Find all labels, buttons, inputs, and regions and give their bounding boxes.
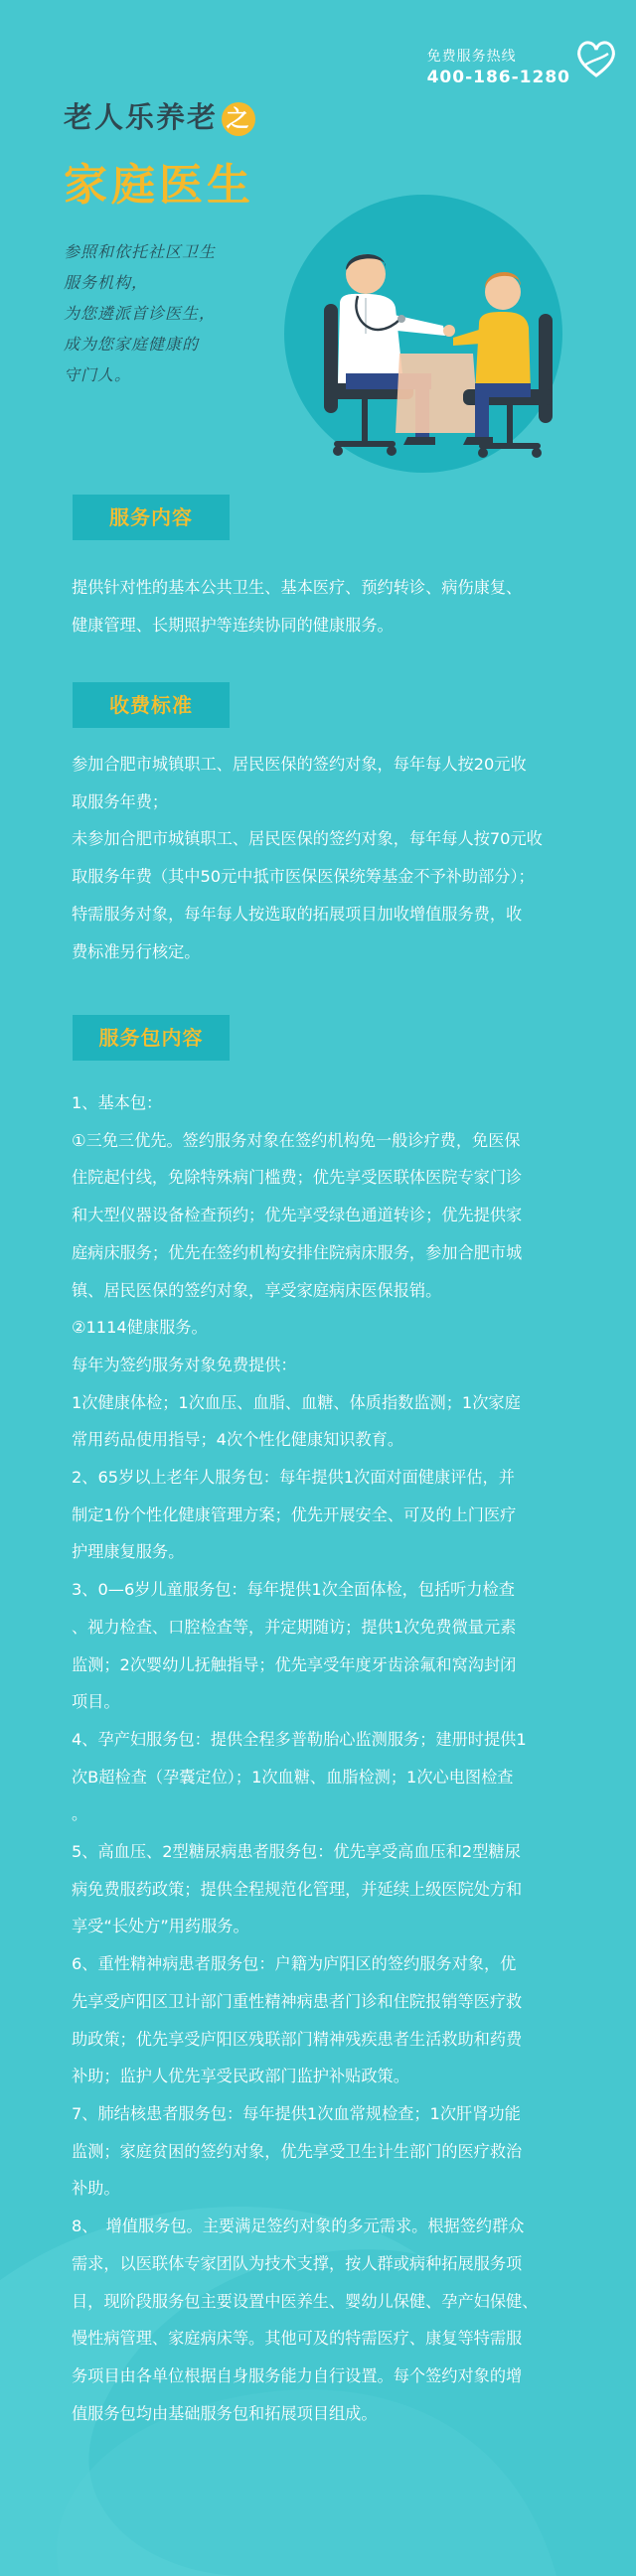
- section-label-packages: 服务包内容: [73, 1015, 230, 1061]
- doctor-patient-illustration: [304, 234, 572, 483]
- text-line: 参加合肥市城镇职工、居民医保的签约对象，每年每人按20元收: [72, 755, 527, 774]
- text-line: 制定1份个性化健康管理方案；优先开展安全、可及的上门医疗: [72, 1504, 517, 1524]
- text-line: 监测；2次婴幼儿抚触指导；优先享受年度牙齿涂氟和窝沟封闭: [72, 1654, 517, 1674]
- text-line: 3、0—6岁儿童服务包：每年提供1次全面体检，包括听力检查: [72, 1580, 515, 1600]
- service-content-text: [72, 569, 580, 644]
- section-label-fees: 收费标准: [73, 682, 230, 728]
- text-line: 8、 增值服务包。主要满足签约对象的多元需求。根据签约群众: [72, 2217, 525, 2236]
- text-line: 护理康复服务。: [72, 1542, 185, 1562]
- text-line: 常用药品使用指导；4次个性化健康知识教育。: [72, 1430, 404, 1450]
- text-line: 特需服务对象，每年每人按选取的拓展项目加收增值服务费，收: [72, 904, 523, 924]
- text-line: 助政策；优先享受庐阳区残联部门精神残疾患者生活救助和药费: [72, 2029, 523, 2049]
- text-line: 提供针对性的基本公共卫生、基本医疗、预约转诊、病伤康复、: [72, 578, 523, 597]
- text-line: 和大型仪器设备检查预约；优先享受绿色通道转诊；优先提供家: [72, 1206, 523, 1225]
- text-line: 健康管理、长期照护等连续协同的健康服务。: [72, 615, 394, 635]
- text-line: 务项目由各单位根据自身服务能力自行设置。每个签约对象的增: [72, 2365, 523, 2385]
- text-line: ①三免三优先。签约服务对象在签约机构免一般诊疗费，免医保: [72, 1130, 521, 1150]
- text-line: 7、肺结核患者服务包：每年提供1次血常规检查；1次肝肾功能: [72, 2103, 521, 2123]
- intro-line: 服务机构，: [64, 273, 149, 292]
- text-line: 5、高血压、2型糖尿病患者服务包：优先享受高血压和2型糖尿: [72, 1842, 521, 1862]
- intro-line: 参照和依托社区卫生: [64, 242, 217, 261]
- text-line: 需求，以医联体专家团队为技术支撑，按人群或病种拓展服务项: [72, 2253, 523, 2273]
- packages-text: [72, 1084, 580, 2432]
- text-line: 4、孕产妇服务包：提供全程多普勒胎心监测服务；建册时提供1: [72, 1729, 527, 1749]
- text-line: 。: [72, 1804, 88, 1824]
- text-line: 未参加合肥市城镇职工、居民医保的签约对象，每年每人按70元收: [72, 829, 543, 849]
- title-zhi-badge: 之: [222, 102, 255, 136]
- text-line: 补助；监护人优先享受民政部门监护补贴政策。: [72, 2067, 409, 2086]
- text-line: 取服务年费；: [72, 791, 169, 811]
- text-line: 6、重性精神病患者服务包：户籍为庐阳区的签约服务对象，优: [72, 1954, 517, 1974]
- text-line: 每年为签约服务对象免费提供：: [72, 1355, 297, 1374]
- text-line: 庭病床服务；优先在签约机构安排住院病床服务，参加合肥市城: [72, 1242, 523, 1262]
- hotline-number: 400-186-1280: [426, 68, 570, 87]
- text-line: 住院起付线，免除特殊病门槛费；优先享受医联体医院专家门诊: [72, 1168, 523, 1188]
- hotline-label: 免费服务热线: [426, 49, 517, 65]
- intro-line: 守门人。: [64, 365, 132, 384]
- heart-hand-logo-icon: [574, 36, 618, 79]
- text-line: 2、65岁以上老年人服务包：每年提供1次面对面健康评估，并: [72, 1468, 515, 1488]
- title-prefix-text: 老人乐养老: [64, 100, 219, 134]
- intro-line: 为您遴派首诊医生，: [64, 304, 217, 323]
- section-label-service-content: 服务内容: [73, 495, 230, 540]
- text-line: 补助。: [72, 2179, 120, 2199]
- text-line: 1、基本包：: [72, 1093, 163, 1112]
- page-title: 家庭医生: [64, 160, 254, 211]
- title-prefix: [64, 95, 255, 136]
- text-line: 享受“长处方”用药服务。: [72, 1917, 249, 1936]
- text-line: 次B超检查（孕囊定位）；1次血糖、血脂检测；1次心电图检查: [72, 1767, 514, 1787]
- text-line: 监测；家庭贫困的签约对象，优先享受卫生计生部门的医疗救治: [72, 2141, 523, 2161]
- text-line: 目，现阶段服务包主要设置中医养生、婴幼儿保健、孕产妇保健、: [72, 2291, 539, 2311]
- hotline: [427, 46, 570, 87]
- intro-line: 成为您家庭健康的: [64, 335, 200, 354]
- text-line: 项目。: [72, 1692, 120, 1712]
- fees-text: [72, 746, 580, 970]
- text-line: 慢性病管理、家庭病床等。其他可及的特需医疗、康复等特需服: [72, 2329, 523, 2349]
- text-line: 取服务年费（其中50元中抵市医保医保统筹基金不予补助部分）；: [72, 867, 535, 887]
- text-line: ②1114健康服务。: [72, 1318, 208, 1338]
- text-line: 、视力检查、口腔检查等，并定期随访；提供1次免费微量元素: [72, 1617, 517, 1637]
- text-line: 镇、居民医保的签约对象，享受家庭病床医保报销。: [72, 1280, 442, 1300]
- text-line: 费标准另行核定。: [72, 941, 201, 961]
- intro-text: [64, 236, 272, 390]
- text-line: 病免费服药政策；提供全程规范化管理，并延续上级医院处方和: [72, 1879, 523, 1899]
- text-line: 值服务包均由基础服务包和拓展项目组成。: [72, 2403, 378, 2423]
- text-line: 先享受庐阳区卫计部门重性精神病患者门诊和住院报销等医疗救: [72, 1991, 523, 2011]
- text-line: 1次健康体检；1次血压、血脂、血糖、体质指数监测；1次家庭: [72, 1392, 521, 1412]
